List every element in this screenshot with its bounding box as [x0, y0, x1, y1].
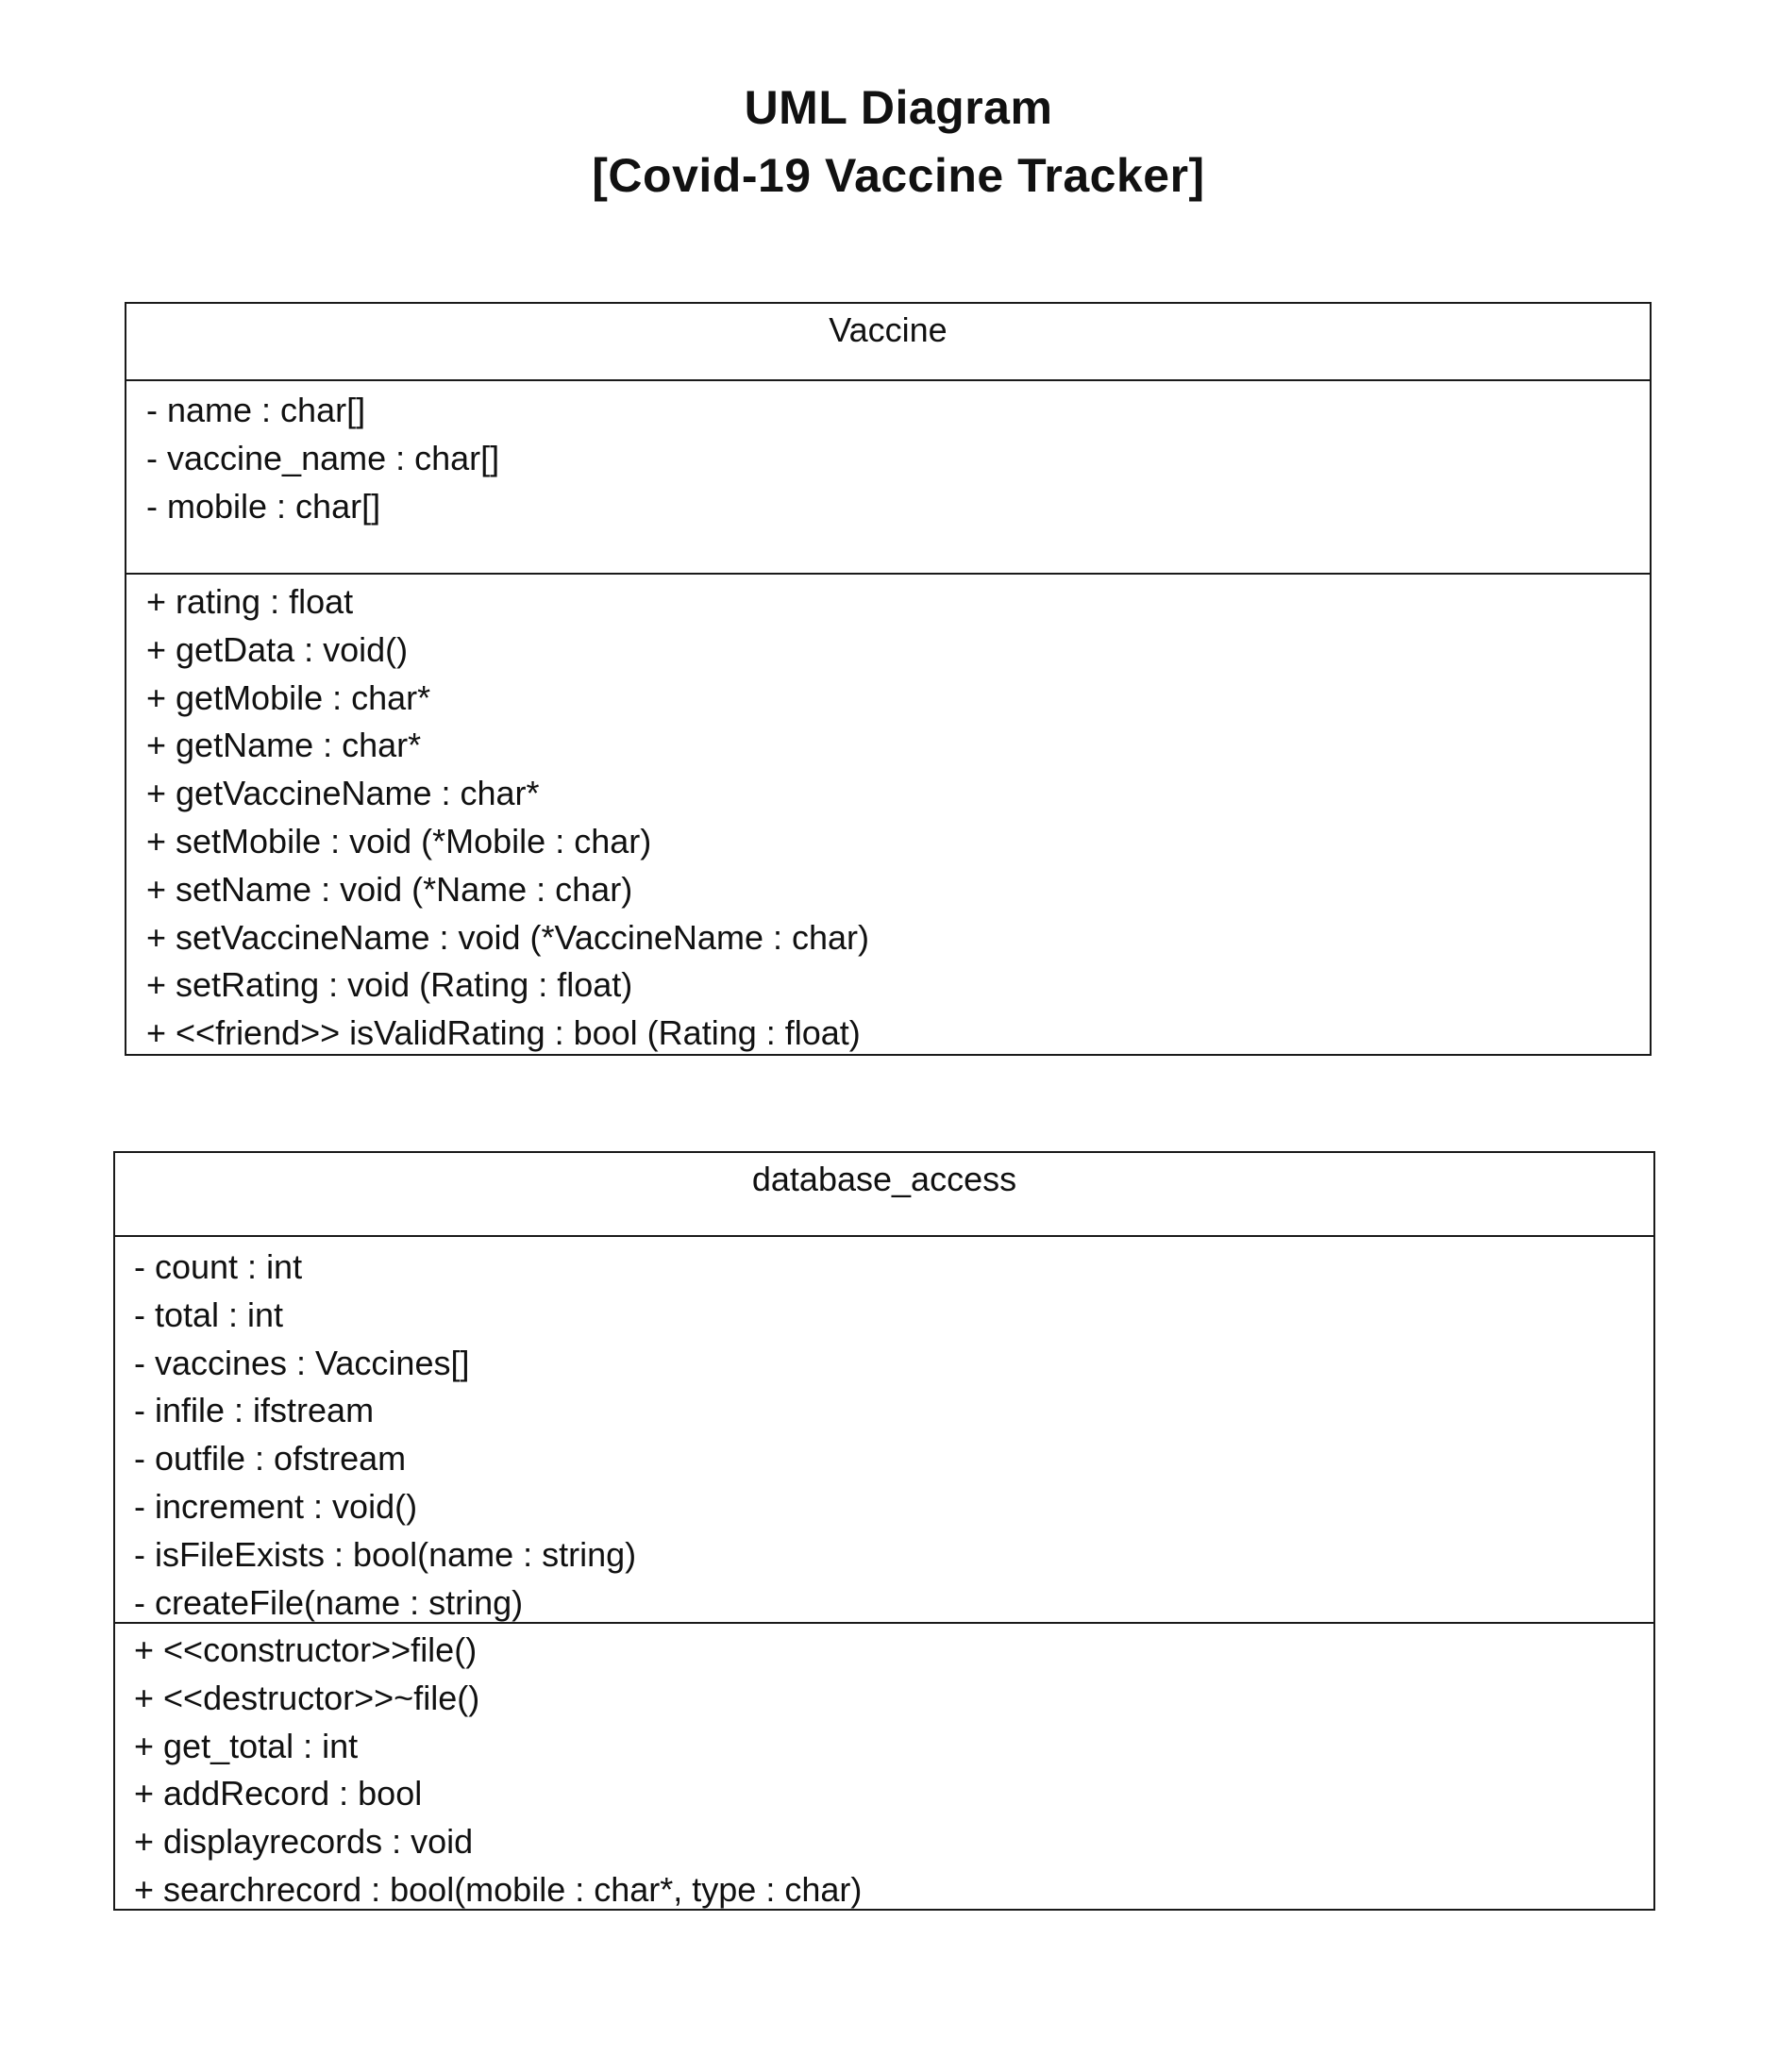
operation: + rating : float — [146, 582, 354, 621]
operation: + displayrecords : void — [134, 1822, 474, 1862]
attribute: - total : int — [134, 1295, 284, 1334]
operation: + setMobile : void (*Mobile : char) — [146, 821, 652, 861]
attributes-compartment — [126, 381, 1650, 575]
attribute: - infile : ifstream — [134, 1391, 375, 1430]
operation: + searchrecord : bool(mobile : char*, type : char) — [134, 1869, 863, 1909]
title-line-1: UML Diagram — [744, 81, 1053, 134]
class-name: database_access — [115, 1153, 1653, 1237]
operations-compartment — [126, 575, 1650, 1058]
title-line-2: [Covid-19 Vaccine Tracker] — [592, 149, 1205, 202]
attribute: - mobile : char[] — [146, 486, 381, 526]
uml-class-vaccine — [125, 302, 1652, 1056]
operation: + setName : void (*Name : char) — [146, 869, 633, 909]
attribute: - name : char[] — [146, 391, 366, 429]
attribute: - isFileExists : bool(name : string) — [134, 1534, 637, 1574]
operations-compartment — [115, 1624, 1653, 1914]
operation: + <<friend>> isValidRating : bool (Rating : float) — [146, 1013, 861, 1053]
operation: + <<constructor>>file() — [134, 1630, 478, 1669]
attributes-compartment — [115, 1237, 1653, 1624]
operation: + addRecord : bool — [134, 1774, 423, 1813]
operation: + getName : char* — [146, 726, 422, 765]
diagram-title — [0, 74, 1778, 209]
uml-class-database-access — [113, 1151, 1655, 1911]
attribute: - outfile : ofstream — [134, 1439, 407, 1479]
attribute: - vaccine_name : char[] — [146, 438, 500, 477]
attribute: - createFile(name : string) — [134, 1582, 524, 1622]
operation: + get_total : int — [134, 1726, 359, 1765]
operation: + getMobile : char* — [146, 677, 431, 717]
operation: + setVaccineName : void (*VaccineName : char) — [146, 917, 869, 957]
class-name: Vaccine — [126, 304, 1650, 381]
attribute: - vaccines : Vaccines[] — [134, 1343, 470, 1382]
attribute: - count : int — [134, 1247, 303, 1286]
operation: + <<destructor>>~file() — [134, 1678, 480, 1717]
operation: + getVaccineName : char* — [146, 774, 540, 813]
operation: + getData : void() — [146, 629, 409, 669]
operation: + setRating : void (Rating : float) — [146, 965, 633, 1005]
attribute: - increment : void() — [134, 1486, 418, 1526]
